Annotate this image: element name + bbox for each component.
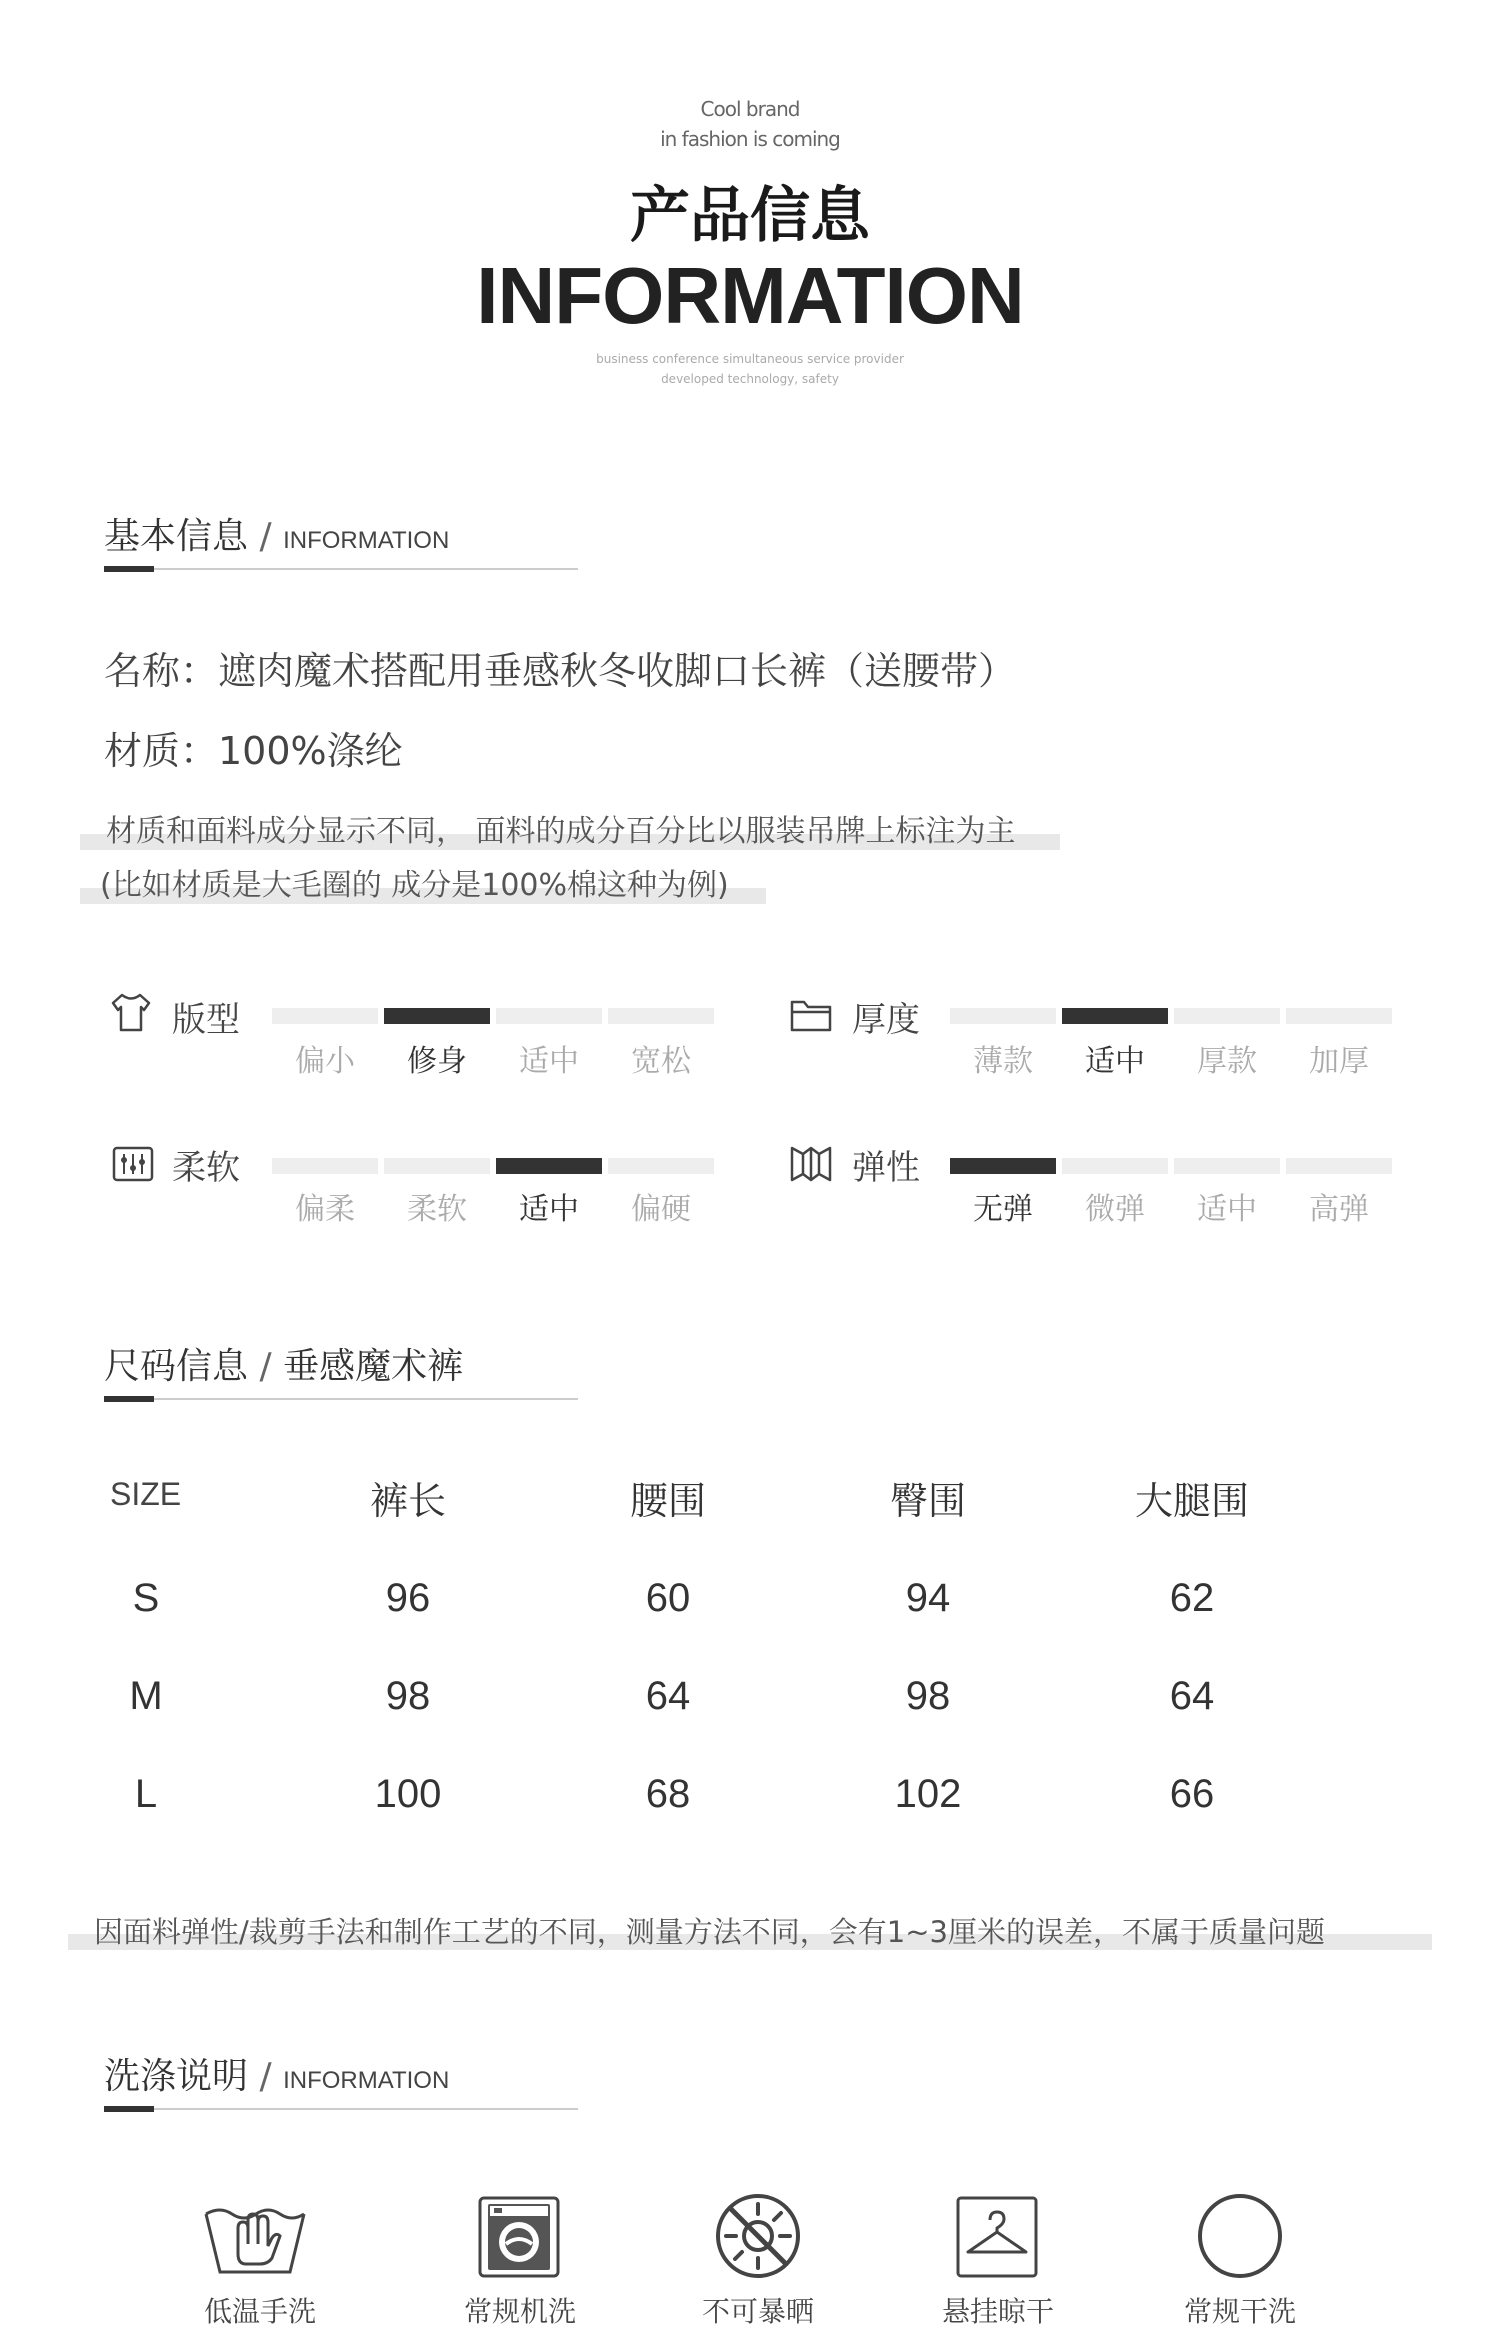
stretch-segment-selected: [950, 1158, 1056, 1174]
softness-icon: [110, 1142, 156, 1192]
table-row-size: M: [129, 1674, 163, 1718]
page-title-cn: 产品信息: [630, 181, 870, 251]
basic-heading-sep: /: [259, 516, 272, 557]
tshirt-icon: [108, 990, 154, 1040]
care-heading: [104, 2048, 584, 2118]
stretch-segment: [1174, 1158, 1280, 1174]
heading-divider: [104, 568, 578, 570]
no-sun-icon: [714, 2192, 802, 2284]
product-material: 材质：100%涤纶: [104, 729, 403, 773]
material-note-1: 材质和面料成分显示不同， 面料的成分百分比以服装吊牌上标注为主: [106, 814, 1016, 849]
care-label-machine-wash: 常规机洗: [463, 2295, 576, 2328]
softness-segment: [608, 1158, 714, 1174]
size-heading-cn: 尺码信息: [104, 1346, 249, 1387]
size-note: 因面料弹性/裁剪手法和制作工艺的不同，测量方法不同，会有1~3厘米的误差，不属于质量问题: [94, 1915, 1325, 1949]
softness-option: 偏硬: [631, 1192, 691, 1227]
col-header-thigh: 大腿围: [1134, 1479, 1249, 1523]
care-heading-en: INFORMATION: [283, 2067, 450, 2094]
col-header-size: SIZE: [110, 1476, 182, 1512]
table-cell: 96: [385, 1576, 431, 1620]
table-row-size: S: [132, 1576, 160, 1620]
thickness-segment: [1174, 1008, 1280, 1024]
stretch-segment: [1286, 1158, 1392, 1174]
col-header-hip: 臀围: [889, 1479, 966, 1523]
heading-accent: [104, 566, 154, 572]
washing-machine-icon: [476, 2194, 562, 2284]
attr-label-thickness: 厚度: [852, 1000, 920, 1040]
basic-heading-en: INFORMATION: [283, 527, 450, 554]
page-title-en: INFORMATION: [476, 251, 1024, 340]
product-name: 名称：遮肉魔术搭配用垂感秋冬收脚口长裤（送腰带）: [104, 649, 1017, 693]
fit-segment: [272, 1008, 378, 1024]
care-label-hang-dry: 悬挂晾干: [941, 2295, 1054, 2328]
thickness-option: 加厚: [1309, 1044, 1369, 1079]
stretch-option: 微弹: [1085, 1192, 1145, 1227]
care-heading-cn: 洗涤说明: [104, 2056, 249, 2097]
tagline-2: developed technology, safety: [661, 372, 839, 386]
basic-heading-cn: 基本信息: [104, 516, 249, 557]
attr-label-softness: 柔软: [172, 1148, 240, 1188]
fit-segment: [496, 1008, 602, 1024]
brand-line-2: in fashion is coming: [660, 127, 840, 151]
table-cell: 62: [1169, 1576, 1215, 1620]
care-heading-sep: /: [259, 2056, 272, 2097]
thickness-segment-selected: [1062, 1008, 1168, 1024]
thickness-option: 厚款: [1197, 1044, 1257, 1079]
table-cell: 64: [1169, 1674, 1215, 1718]
stretch-option: 适中: [1197, 1192, 1257, 1227]
size-heading-sub: 垂感魔术裤: [283, 1346, 464, 1387]
hanger-icon: [954, 2194, 1040, 2284]
basic-info-heading: [104, 508, 584, 578]
table-cell: 64: [645, 1674, 691, 1718]
thickness-option-selected: 适中: [1085, 1044, 1145, 1079]
care-label-hand-wash: 低温手洗: [203, 2295, 316, 2328]
softness-segment: [384, 1158, 490, 1174]
fit-option-selected: 修身: [407, 1044, 467, 1079]
fit-segment-selected: [384, 1008, 490, 1024]
material-note-2: (比如材质是大毛圈的 成分是100%棉这种为例): [100, 868, 729, 903]
table-cell: 98: [385, 1674, 431, 1718]
heading-divider: [104, 2108, 578, 2110]
table-row-size: L: [134, 1772, 158, 1816]
care-label-no-sun: 不可暴晒: [701, 2295, 814, 2328]
col-header-length: 裤长: [369, 1479, 446, 1523]
table-cell: 68: [645, 1772, 691, 1816]
heading-accent: [104, 2106, 154, 2112]
thickness-segment: [950, 1008, 1056, 1024]
hand-wash-icon: [200, 2192, 310, 2284]
softness-option-selected: 适中: [519, 1192, 579, 1227]
heading-divider: [104, 1398, 578, 1400]
col-header-waist: 腰围: [629, 1479, 706, 1523]
softness-segment: [272, 1158, 378, 1174]
table-cell: 100: [374, 1772, 442, 1816]
softness-segment-selected: [496, 1158, 602, 1174]
stretch-icon: [788, 1140, 834, 1190]
tagline-1: business conference simultaneous service provider: [596, 352, 904, 366]
heading-accent: [104, 1396, 154, 1402]
size-info-heading: [104, 1338, 584, 1408]
fit-segment: [608, 1008, 714, 1024]
softness-option: 柔软: [407, 1192, 467, 1227]
dry-clean-icon: [1196, 2192, 1284, 2284]
brand-line-1: Cool brand: [700, 97, 800, 121]
stretch-segment: [1062, 1158, 1168, 1174]
table-cell: 94: [905, 1576, 951, 1620]
care-label-dry-clean: 常规干洗: [1183, 2295, 1296, 2328]
fit-option: 适中: [519, 1044, 579, 1079]
attr-label-fit: 版型: [172, 1000, 240, 1040]
table-cell: 102: [894, 1772, 962, 1816]
softness-option: 偏柔: [295, 1192, 355, 1227]
thickness-segment: [1286, 1008, 1392, 1024]
fit-option: 宽松: [631, 1044, 691, 1079]
thickness-option: 薄款: [973, 1044, 1033, 1079]
folder-icon: [788, 992, 834, 1042]
table-cell: 60: [645, 1576, 691, 1620]
size-heading-sep: /: [259, 1346, 272, 1387]
table-cell: 66: [1169, 1772, 1215, 1816]
attr-label-stretch: 弹性: [852, 1148, 920, 1188]
fit-option: 偏小: [295, 1044, 355, 1079]
table-cell: 98: [905, 1674, 951, 1718]
stretch-option-selected: 无弹: [973, 1192, 1033, 1227]
stretch-option: 高弹: [1309, 1192, 1369, 1227]
